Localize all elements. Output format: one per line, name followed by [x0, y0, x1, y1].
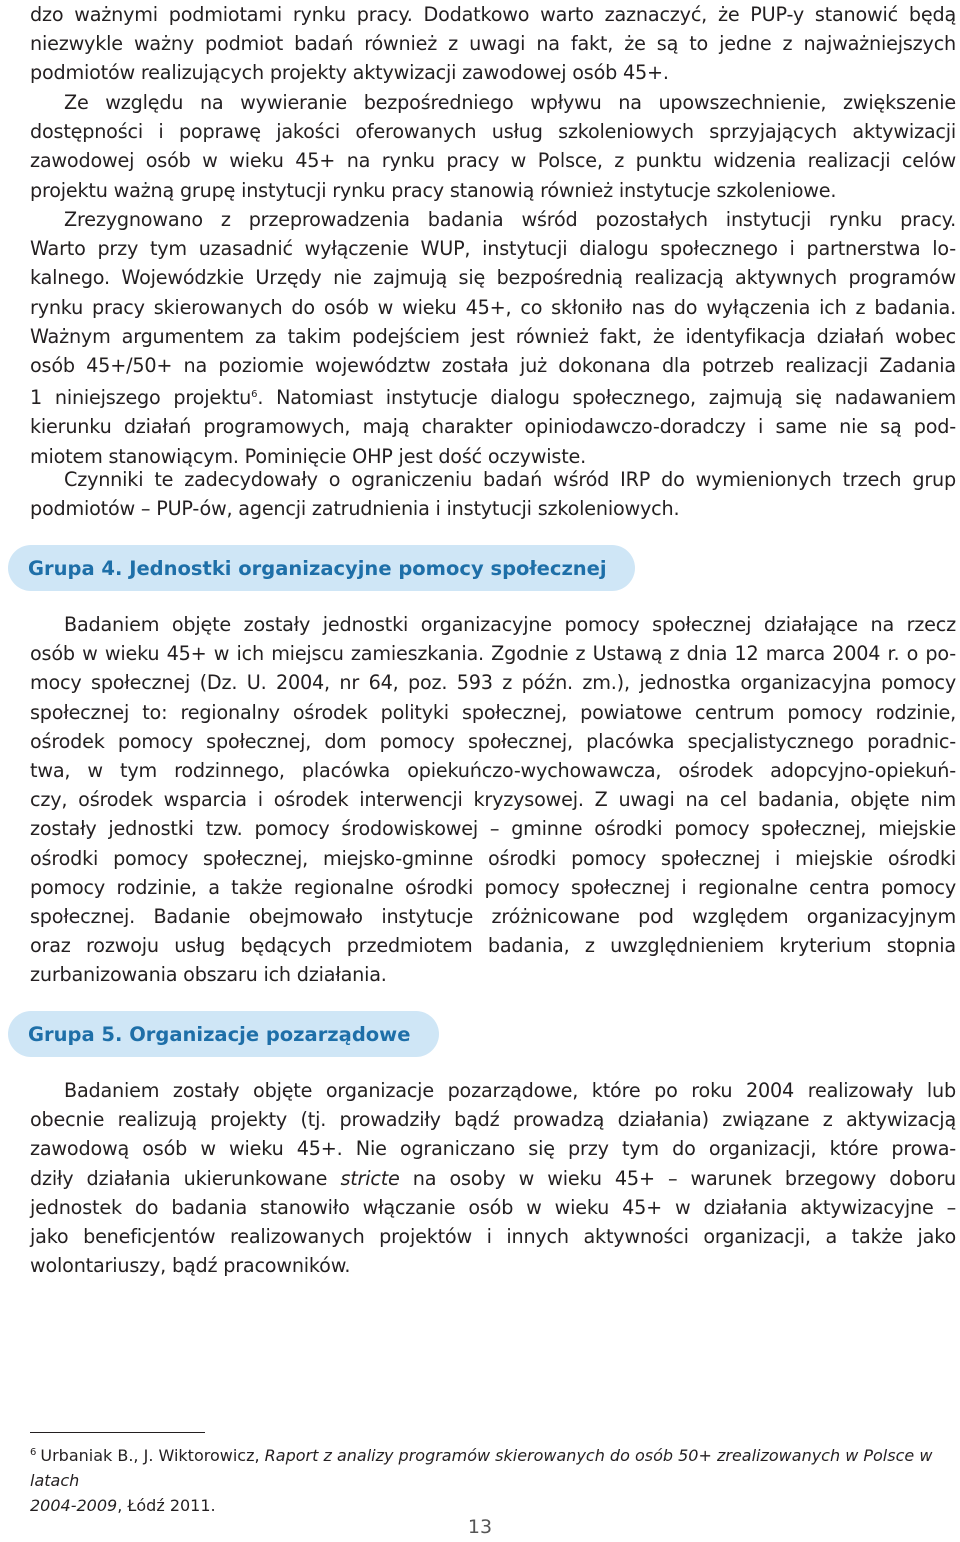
text-line: ośrodek pomocy społecznej, dom pomocy społecznej, placówka specjalistycznego poradnic-: [30, 729, 956, 753]
text-line: Czynniki te zadecydowały o ograniczeniu badań wśród IRP do wymienionych trzech grup: [64, 468, 956, 491]
footnote-author: Urbaniak B., J. Wiktorowicz,: [40, 1446, 265, 1465]
summary-paragraph: [30, 465, 956, 523]
footnote-tail: , Łódź 2011.: [117, 1496, 216, 1515]
text-line: twa, w tym rodzinnego, placówka opiekuńczo-wychowawcza, ośrodek adopcyjno-opiekuń-: [30, 759, 956, 783]
footnote-years: 2004-2009: [30, 1496, 118, 1515]
footnote-title: Raport z analizy programów skierowanych do osób 50+ zrealizowanych w Polsce w latach: [30, 1446, 933, 1490]
footnote-divider: [30, 1432, 205, 1433]
text-line: obecnie realizują projekty (tj. prowadziły bądź prowadzą działania) związane z aktywizacją: [30, 1108, 956, 1132]
text-line: kalnego. Wojewódzkie Urzędy nie zajmują się bezpośrednią realizacją aktywnych programów: [30, 266, 956, 290]
heading-prefix: Grupa 5.: [28, 1022, 123, 1046]
footnote-number: 6: [30, 1447, 37, 1458]
text-line: Badaniem objęte zostały jednostki organizacyjne pomocy społecznej działające na rzecz: [64, 613, 956, 636]
social-assistance-paragraph: [30, 610, 956, 990]
text-line: zostały jednostki tzw. pomocy środowiskowej – gminne ośrodki pomocy społecznej, miejskie: [30, 817, 956, 841]
text-line: Zrezygnowano z przeprowadzenia badania wśród pozostałych instytucji rynku pracy.: [64, 208, 956, 231]
text-line: jednostek do badania stanowiło włączanie osób w wieku 45+ w działania aktywizacyjne –: [30, 1195, 956, 1219]
text-line: mocy społecznej (Dz. U. 2004, nr 64, poz. 593 z późn. zm.), jednostka organizacyjna pomocy: [30, 671, 956, 695]
text-line: projektu ważną grupę instytucji rynku pracy stanowią również instytucje szkoleniowe.: [30, 178, 837, 202]
text-line: wolontariuszy, bądź pracowników.: [30, 1254, 351, 1278]
text-line: ośrodki pomocy społecznej, miejsko-gminne ośrodki pomocy społecznej i miejskie ośrodki: [30, 846, 956, 870]
section-heading-group-4: [8, 545, 635, 591]
text-line: oraz rozwoju usług będących przedmiotem badania, z uwzględnieniem kryterium stopnia: [30, 934, 956, 958]
text-line: zawodową osób w wieku 45+. Nie ograniczano się przy tym do organizacji, które prowa-: [30, 1137, 956, 1161]
text-line: Ważnym argumentem za takim podejściem jest również fakt, że identyfikacja działań wobec: [30, 324, 956, 348]
footnote: [30, 1440, 956, 1518]
heading-title: Organizacje pozarządowe: [129, 1022, 411, 1046]
text-line: pomocy rodzinie, a także regionalne ośrodki pomocy społecznej i regionalne centra pomocy: [30, 875, 956, 899]
text-line: Badaniem zostały objęte organizacje pozarządowe, które po roku 2004 realizowały lub: [64, 1079, 956, 1102]
text-line: Ze względu na wywieranie bezpośredniego wpływu na upowszechnienie, zwiększenie: [64, 91, 956, 114]
emphasis-stricte: stricte: [340, 1166, 400, 1190]
text-line: dostępności i poprawę jakości oferowanych usług szkoleniowych sprzyjających aktywizacji: [30, 120, 956, 144]
page-number: 13: [467, 1516, 493, 1538]
exclusion-paragraph: [30, 205, 956, 471]
training-institutions-paragraph: [30, 88, 956, 205]
text-line: zurbanizowania obszaru ich działania.: [30, 963, 387, 987]
heading-prefix: Grupa 4.: [28, 556, 123, 580]
text-line: dzo ważnymi podmiotami rynku pracy. Dodatkowo warto zaznaczyć, że PUP-y stanowić będą: [30, 3, 956, 26]
text-line: Warto przy tym uzasadnić wyłączenie WUP, instytucji dialogu społecznego i partnerstwa lo-: [30, 237, 956, 261]
text-line: jako beneficjentów realizowanych projektów i innych aktywności organizacji, a także jako: [30, 1225, 956, 1249]
text-line: podmiotów realizujących projekty aktywizacji zawodowej osób 45+.: [30, 61, 669, 85]
text-line: osób w wieku 45+ w ich miejscu zamieszkania. Zgodnie z Ustawą z dnia 12 marca 2004 r. o po-: [30, 642, 956, 666]
section-heading-group-5: [8, 1011, 439, 1057]
heading-title: Jednostki organizacyjne pomocy społecznej: [129, 556, 607, 580]
ngo-paragraph: [30, 1076, 956, 1280]
text-line: osób 45+/50+ na poziomie województw została już dokonana dla potrzeb realizacji Zadania: [30, 354, 956, 378]
text-line: społecznej. Badanie obejmowało instytucje zróżnicowane pod względem organizacyjnym: [30, 905, 956, 929]
intro-paragraph: [30, 0, 956, 88]
text-line: zawodowej osób w wieku 45+ na rynku pracy w Polsce, z punktu widzenia realizacji celów: [30, 149, 956, 173]
text-line: 1 niniejszego projektu$^6$. Natomiast instytucje dialogu społecznego, zajmują się nadawaniem: [30, 386, 956, 410]
text-line: kierunku działań programowych, mają charakter opiniodawczo-doradczy i same nie są pod-: [30, 415, 956, 439]
text-line: niezwykle ważny podmiot badań również z uwagi na fakt, że są to jedne z najważniejszych: [30, 32, 956, 56]
text-line: podmiotów – PUP-ów, agencji zatrudnienia i instytucji szkoleniowych.: [30, 497, 680, 521]
text-line: czy, ośrodek wsparcia i ośrodek interwencji kryzysowej. Z uwagi na cel badania, objęte nim: [30, 788, 956, 812]
footnote-reference: 6: [251, 389, 258, 401]
text-line: rynku pracy skierowanych do osób w wieku 45+, co skłoniło nas do wyłączenia ich z badania.: [30, 295, 956, 319]
text-line: miotem stanowiącym. Pominięcie OHP jest dość oczywiste.: [30, 444, 587, 468]
text-line: dziły działania ukierunkowane stricte na osoby w wieku 45+ – warunek brzegowy doboru: [30, 1166, 956, 1190]
text-line: społecznej to: regionalny ośrodek polityki społecznej, powiatowe centrum pomocy rodzinie,: [30, 700, 956, 724]
